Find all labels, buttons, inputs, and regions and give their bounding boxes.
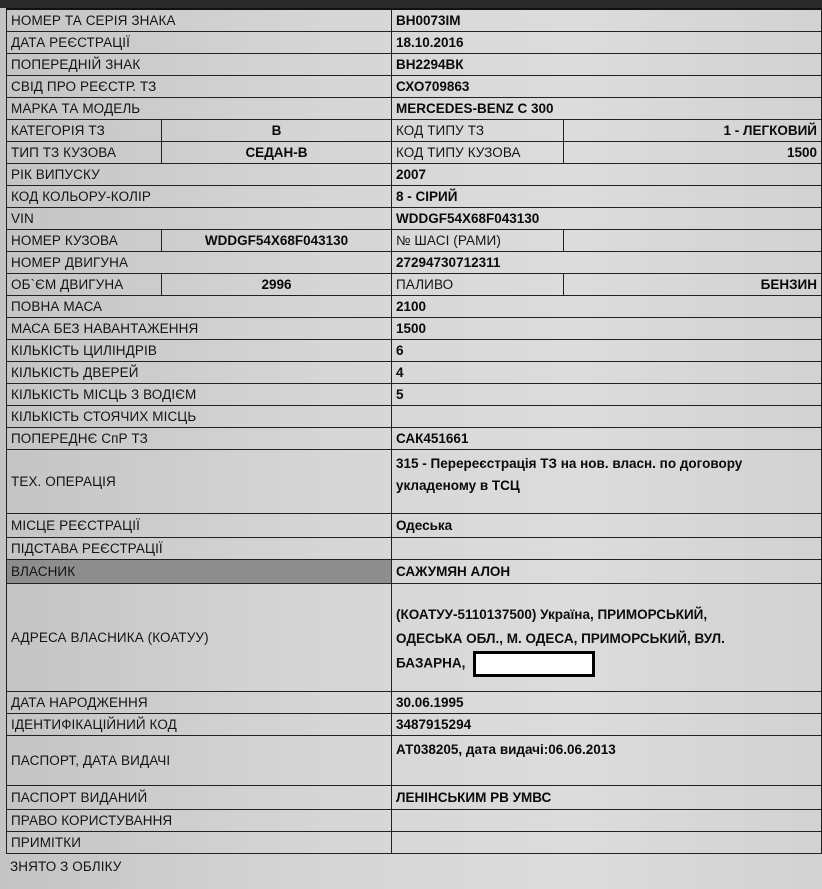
top-edge	[0, 0, 822, 8]
address-line-3: БАЗАРНА,	[396, 655, 466, 671]
owner-label-text: ВЛАСНИК	[11, 564, 76, 579]
fuel-value: БЕНЗИН	[564, 274, 822, 295]
gross-mass-label: ПОВНА МАСА	[6, 296, 392, 317]
body-number-value: WDDGF54X68F043130	[162, 230, 392, 251]
cylinders-value: 6	[392, 340, 822, 361]
color-label: КОД КОЛЬОРУ-КОЛІР	[6, 186, 392, 207]
row-operation	[6, 450, 822, 514]
row-usage-right	[6, 810, 822, 832]
address-line-3-wrap	[396, 651, 595, 677]
make-model-label: МАРКА ТА МОДЕЛЬ	[6, 98, 392, 119]
row-make-model	[6, 98, 822, 120]
prev-cert-value: САК451661	[392, 428, 822, 449]
row-cylinders	[6, 340, 822, 362]
birth-date-label: ДАТА НАРОДЖЕННЯ	[6, 692, 392, 713]
engine-number-label: НОМЕР ДВИГУНА	[6, 252, 392, 273]
prev-plate-label: ПОПЕРЕДНІЙ ЗНАК	[6, 54, 392, 75]
row-reg-basis	[6, 538, 822, 560]
category-value: В	[162, 120, 392, 141]
reg-date-label: ДАТА РЕЄСТРАЦІЇ	[6, 32, 392, 53]
address-line-1: (КОАТУУ-5110137500) Україна, ПРИМОРСЬКИЙ,	[396, 606, 708, 622]
year-label: РІК ВИПУСКУ	[6, 164, 392, 185]
gross-mass-value: 2100	[392, 296, 822, 317]
row-deregistered	[6, 854, 822, 878]
reg-basis-value	[392, 538, 822, 559]
standing-label: КІЛЬКІСТЬ СТОЯЧИХ МІСЦЬ	[6, 406, 392, 427]
passport-issued-value: ЛЕНІНСЬКИМ РВ УМВС	[392, 786, 822, 809]
notes-value	[392, 832, 822, 853]
row-plate-number	[6, 10, 822, 32]
row-reg-cert	[6, 76, 822, 98]
reg-place-value: Одеська	[392, 514, 822, 537]
prev-cert-label: ПОПЕРЕДНЄ СпР ТЗ	[6, 428, 392, 449]
row-gross-mass	[6, 296, 822, 318]
notes-label: ПРИМІТКИ	[6, 832, 392, 853]
body-type-value: СЕДАН-В	[162, 142, 392, 163]
body-type-label: ТИП ТЗ КУЗОВА	[6, 142, 162, 163]
row-color	[6, 186, 822, 208]
fuel-label: ПАЛИВО	[392, 274, 564, 295]
year-value: 2007	[392, 164, 822, 185]
row-engine-volume	[6, 274, 822, 296]
tax-id-label: ІДЕНТИФІКАЦІЙНИЙ КОД	[6, 714, 392, 735]
row-seats	[6, 384, 822, 406]
vehicle-type-code-label: КОД ТИПУ ТЗ	[392, 120, 564, 141]
category-label: КАТЕГОРІЯ ТЗ	[6, 120, 162, 141]
engine-volume-value: 2996	[162, 274, 392, 295]
usage-right-label: ПРАВО КОРИСТУВАННЯ	[6, 810, 392, 831]
vehicle-type-code-value: 1 - ЛЕГКОВИЙ	[564, 120, 822, 141]
passport-value: АТ038205, дата видачі:06.06.2013	[392, 736, 822, 785]
engine-volume-label: ОБ`ЄМ ДВИГУНА	[6, 274, 162, 295]
address-line-2: ОДЕСЬКА ОБЛ., М. ОДЕСА, ПРИМОРСЬКИЙ, ВУЛ.	[396, 630, 725, 646]
vin-value: WDDGF54X68F043130	[392, 208, 822, 229]
body-type-code-value: 1500	[564, 142, 822, 163]
prev-plate-value: ВН2294ВК	[392, 54, 822, 75]
vin-label: VIN	[6, 208, 392, 229]
standing-value	[392, 406, 822, 427]
passport-issued-label: ПАСПОРТ ВИДАНИЙ	[6, 786, 392, 809]
owner-address-label: АДРЕСА ВЛАСНИКА (КОАТУУ)	[6, 584, 392, 691]
row-passport	[6, 736, 822, 786]
row-prev-plate	[6, 54, 822, 76]
row-standing	[6, 406, 822, 428]
row-tax-id	[6, 714, 822, 736]
row-vin	[6, 208, 822, 230]
row-notes	[6, 832, 822, 854]
row-year	[6, 164, 822, 186]
reg-place-label: МІСЦЕ РЕЄСТРАЦІЇ	[6, 514, 392, 537]
row-body-number	[6, 230, 822, 252]
passport-label: ПАСПОРТ, ДАТА ВИДАЧІ	[6, 736, 392, 785]
row-curb-mass	[6, 318, 822, 340]
row-doors	[6, 362, 822, 384]
row-prev-cert	[6, 428, 822, 450]
operation-label: ТЕХ. ОПЕРАЦІЯ	[6, 450, 392, 513]
seats-value: 5	[392, 384, 822, 405]
reg-basis-label: ПІДСТАВА РЕЄСТРАЦІЇ	[6, 538, 392, 559]
deregistered-label: ЗНЯТО З ОБЛІКУ	[10, 858, 122, 874]
reg-cert-value: СХО709863	[392, 76, 822, 97]
plate-number-label: НОМЕР ТА СЕРІЯ ЗНАКА	[6, 10, 392, 31]
registration-table	[6, 8, 822, 878]
tax-id-value: 3487915294	[392, 714, 822, 735]
birth-date-value: 30.06.1995	[392, 692, 822, 713]
curb-mass-value: 1500	[392, 318, 822, 339]
plate-number-value: ВН0073ІМ	[392, 10, 822, 31]
doors-label: КІЛЬКІСТЬ ДВЕРЕЙ	[6, 362, 392, 383]
owner-address-value	[392, 584, 822, 691]
make-model-value: MERCEDES-BENZ C 300	[392, 98, 822, 119]
reg-cert-label: СВІД ПРО РЕЄСТР. ТЗ	[6, 76, 392, 97]
color-value: 8 - СІРИЙ	[392, 186, 822, 207]
engine-number-value: 27294730712311	[392, 252, 822, 273]
curb-mass-label: МАСА БЕЗ НАВАНТАЖЕННЯ	[6, 318, 392, 339]
row-reg-date	[6, 32, 822, 54]
row-passport-issued	[6, 786, 822, 810]
chassis-number-value	[564, 230, 822, 251]
seats-label: КІЛЬКІСТЬ МІСЦЬ З ВОДІЄМ	[6, 384, 392, 405]
chassis-number-label: № ШАСІ (РАМИ)	[392, 230, 564, 251]
body-type-code-label: КОД ТИПУ КУЗОВА	[392, 142, 564, 163]
usage-right-value	[392, 810, 822, 831]
owner-value: САЖУМЯН АЛОН	[392, 560, 822, 583]
doors-value: 4	[392, 362, 822, 383]
cylinders-label: КІЛЬКІСТЬ ЦИЛІНДРІВ	[6, 340, 392, 361]
row-body-type	[6, 142, 822, 164]
row-category	[6, 120, 822, 142]
redaction-box	[473, 651, 595, 677]
reg-date-value: 18.10.2016	[392, 32, 822, 53]
owner-label	[6, 560, 392, 583]
row-reg-place	[6, 514, 822, 538]
row-engine-number	[6, 252, 822, 274]
row-owner	[6, 560, 822, 584]
body-number-label: НОМЕР КУЗОВА	[6, 230, 162, 251]
operation-value: 315 - Перереєстрація ТЗ на нов. власн. по договору укладеному в ТСЦ	[392, 450, 822, 513]
row-owner-address	[6, 584, 822, 692]
row-birth-date	[6, 692, 822, 714]
